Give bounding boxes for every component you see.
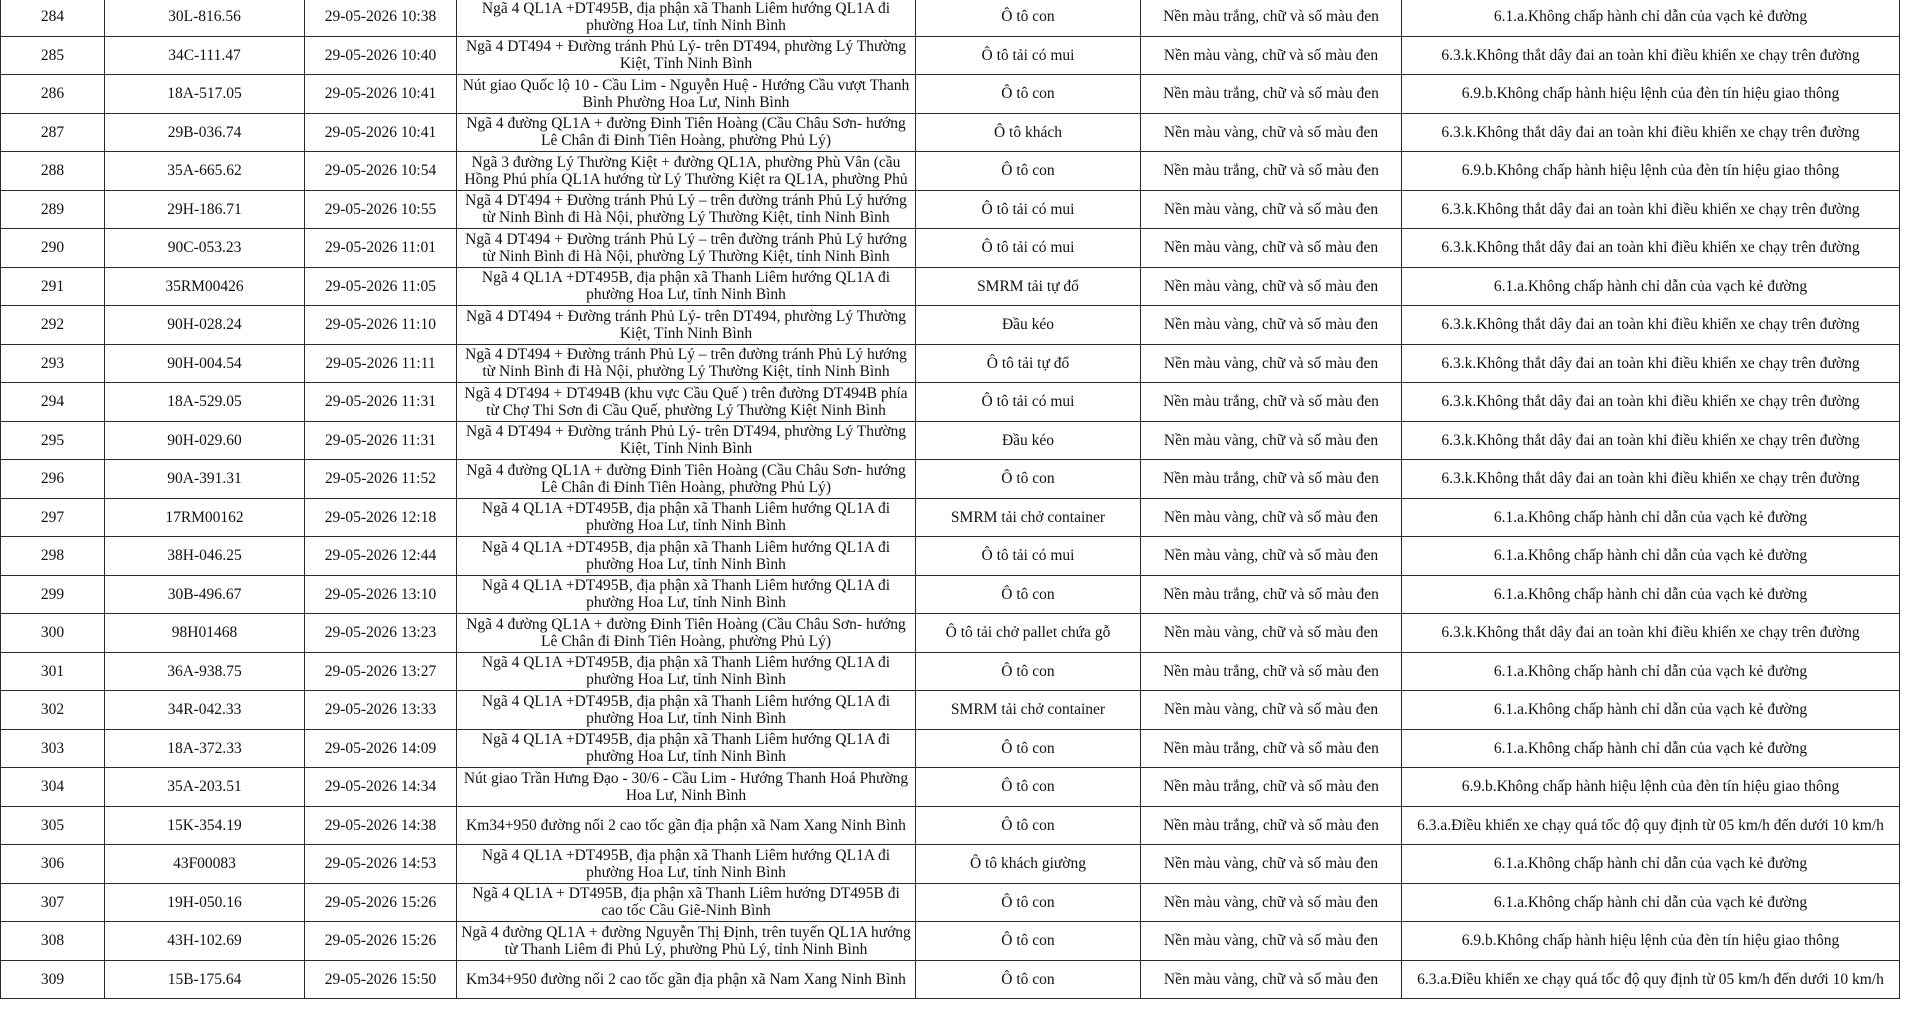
location-cell (457, 768, 916, 807)
table-row (1, 36, 1900, 75)
location-text: Ngã 4 DT494 + Đường tránh Phủ Lý – trên đường tránh Phủ Lý hướng từ Ninh Bình đi Hà Nội, phường Lý Thường Kiệt, tỉnh Ninh Bình (465, 346, 907, 381)
violation-time-cell: 29-05-2026 11:11 (305, 344, 457, 383)
row-number-cell: 293 (1, 344, 105, 383)
violation-cell: 6.3.k.Không thắt dây đai an toàn khi điều khiển xe chạy trên đường (1402, 190, 1900, 229)
location-text: Ngã 4 DT494 + Đường tránh Phủ Lý – trên đường tránh Phủ Lý hướng từ Ninh Bình đi Hà Nội, phường Lý Thường Kiệt, tỉnh Ninh Bình (465, 192, 907, 227)
row-number-cell: 296 (1, 460, 105, 499)
plate-number-cell: 90H-004.54 (105, 344, 305, 383)
row-number-cell: 288 (1, 152, 105, 191)
violation-time-cell: 29-05-2026 11:31 (305, 383, 457, 422)
plate-number-cell: 90H-028.24 (105, 306, 305, 345)
violation-time-cell: 29-05-2026 10:40 (305, 36, 457, 75)
plate-number-cell: 90A-391.31 (105, 460, 305, 499)
violation-cell: 6.3.k.Không thắt dây đai an toàn khi điều khiển xe chạy trên đường (1402, 344, 1900, 383)
vehicle-type-cell: Ô tô khách giường (916, 845, 1141, 884)
violation-cell: 6.3.k.Không thắt dây đai an toàn khi điều khiển xe chạy trên đường (1402, 36, 1900, 75)
plate-number-cell: 90C-053.23 (105, 229, 305, 268)
location-text: Ngã 4 QL1A + DT495B, địa phận xã Thanh Liêm hướng DT495B đi cao tốc Cầu Giẽ-Ninh Bình (472, 885, 900, 920)
location-cell (457, 267, 916, 306)
location-text: Ngã 4 QL1A +DT495B, địa phận xã Thanh Liêm hướng QL1A đi phường Hoa Lư, tỉnh Ninh Bình (481, 846, 891, 881)
location-cell (457, 190, 916, 229)
plate-number-cell: 15B-175.64 (105, 960, 305, 999)
plate-color-cell: Nền màu trắng, chữ và số màu đen (1141, 652, 1402, 691)
plate-number-cell: 30L-816.56 (105, 0, 305, 36)
table-row (1, 113, 1900, 152)
row-number-cell: 297 (1, 498, 105, 537)
plate-color-cell: Nền màu vàng, chữ và số màu đen (1141, 845, 1402, 884)
vehicle-type-cell: Ô tô con (916, 652, 1141, 691)
vehicle-type-cell: SMRM tải tự đổ (916, 267, 1141, 306)
location-cell (457, 460, 916, 499)
plate-number-cell: 29H-186.71 (105, 190, 305, 229)
violation-cell: 6.3.k.Không thắt dây đai an toàn khi điều khiển xe chạy trên đường (1402, 306, 1900, 345)
table-row (1, 267, 1900, 306)
vehicle-type-cell: Ô tô tải có mui (916, 36, 1141, 75)
violation-cell: 6.3.k.Không thắt dây đai an toàn khi điều khiển xe chạy trên đường (1402, 614, 1900, 653)
table-row (1, 498, 1900, 537)
table-row (1, 152, 1900, 191)
plate-color-cell: Nền màu vàng, chữ và số màu đen (1141, 922, 1402, 961)
table-row (1, 537, 1900, 576)
violation-time-cell: 29-05-2026 14:53 (305, 845, 457, 884)
violation-cell: 6.1.a.Không chấp hành chỉ dẫn của vạch kẻ đường (1402, 0, 1900, 36)
location-text: Nút giao Trần Hưng Đạo - 30/6 - Cầu Lim - Hướng Thanh Hoá Phường Hoa Lư, Ninh Bình (463, 769, 909, 804)
plate-number-cell: 34C-111.47 (105, 36, 305, 75)
violation-time-cell: 29-05-2026 13:33 (305, 691, 457, 730)
vehicle-type-cell: Ô tô tải có mui (916, 383, 1141, 422)
vehicle-type-cell: Ô tô tải có mui (916, 537, 1141, 576)
violation-time-cell: 29-05-2026 10:41 (305, 75, 457, 114)
vehicle-type-cell: Ô tô tải có mui (916, 190, 1141, 229)
location-cell (457, 883, 916, 922)
vehicle-type-cell: Ô tô con (916, 960, 1141, 999)
vehicle-type-cell: Ô tô con (916, 883, 1141, 922)
vehicle-type-cell: Ô tô con (916, 575, 1141, 614)
violation-time-cell: 29-05-2026 10:41 (305, 113, 457, 152)
location-cell (457, 306, 916, 345)
plate-color-cell: Nền màu vàng, chữ và số màu đen (1141, 614, 1402, 653)
table-row (1, 806, 1900, 845)
violation-time-cell: 29-05-2026 11:52 (305, 460, 457, 499)
row-number-cell: 306 (1, 845, 105, 884)
plate-number-cell: 43H-102.69 (105, 922, 305, 961)
table-row (1, 691, 1900, 730)
violation-time-cell: 29-05-2026 13:23 (305, 614, 457, 653)
location-text: Ngã 4 QL1A +DT495B, địa phận xã Thanh Liêm hướng QL1A đi phường Hoa Lư, tỉnh Ninh Bình (481, 577, 891, 612)
location-text: Ngã 4 DT494 + Đường tránh Phủ Lý- trên DT494, phường Lý Thường Kiệt, Tỉnh Ninh Bình (465, 307, 907, 342)
plate-number-cell: 18A-517.05 (105, 75, 305, 114)
table-row (1, 575, 1900, 614)
vehicle-type-cell: Đầu kéo (916, 421, 1141, 460)
row-number-cell: 298 (1, 537, 105, 576)
table-row (1, 845, 1900, 884)
violation-cell: 6.1.a.Không chấp hành chỉ dẫn của vạch kẻ đường (1402, 537, 1900, 576)
location-text: Ngã 4 đường QL1A + đường Đinh Tiên Hoàng (Cầu Châu Sơn- hướng Lê Chân đi Đinh Tiên Hoàng, phường Phủ Lý) (466, 461, 906, 496)
location-cell (457, 421, 916, 460)
table-row (1, 229, 1900, 268)
plate-number-cell: 30B-496.67 (105, 575, 305, 614)
plate-color-cell: Nền màu vàng, chữ và số màu đen (1141, 691, 1402, 730)
violation-time-cell: 29-05-2026 10:54 (305, 152, 457, 191)
row-number-cell: 290 (1, 229, 105, 268)
location-text: Ngã 4 DT494 + DT494B (khu vực Cầu Quế ) trên đường DT494B phía từ Chợ Thi Sơn đi Cầu Quế, phường Lý Thường Kiệt Ninh Bình (464, 384, 908, 419)
plate-color-cell: Nền màu vàng, chữ và số màu đen (1141, 190, 1402, 229)
table-row (1, 729, 1900, 768)
plate-color-cell: Nền màu trắng, chữ và số màu đen (1141, 806, 1402, 845)
plate-number-cell: 19H-050.16 (105, 883, 305, 922)
vehicle-type-cell: Ô tô con (916, 0, 1141, 36)
location-cell (457, 922, 916, 961)
location-cell (457, 113, 916, 152)
violation-cell: 6.9.b.Không chấp hành hiệu lệnh của đèn tín hiệu giao thông (1402, 75, 1900, 114)
violation-cell: 6.1.a.Không chấp hành chỉ dẫn của vạch kẻ đường (1402, 729, 1900, 768)
location-cell (457, 537, 916, 576)
violation-cell: 6.1.a.Không chấp hành chỉ dẫn của vạch kẻ đường (1402, 883, 1900, 922)
violation-time-cell: 29-05-2026 15:26 (305, 922, 457, 961)
plate-color-cell: Nền màu trắng, chữ và số màu đen (1141, 75, 1402, 114)
location-cell (457, 0, 916, 36)
vehicle-type-cell: Ô tô con (916, 460, 1141, 499)
plate-color-cell: Nền màu vàng, chữ và số màu đen (1141, 306, 1402, 345)
location-cell (457, 75, 916, 114)
row-number-cell: 302 (1, 691, 105, 730)
plate-number-cell: 17RM00162 (105, 498, 305, 537)
location-text: Ngã 4 QL1A +DT495B, địa phận xã Thanh Liêm hướng QL1A đi phường Hoa Lư, tỉnh Ninh Bình (481, 538, 891, 573)
plate-color-cell: Nền màu trắng, chữ và số màu đen (1141, 729, 1402, 768)
vehicle-type-cell: Ô tô con (916, 729, 1141, 768)
location-text: Ngã 4 QL1A +DT495B, địa phận xã Thanh Liêm hướng QL1A đi phường Hoa Lư, tỉnh Ninh Bình (481, 0, 891, 34)
violation-cell: 6.3.k.Không thắt dây đai an toàn khi điều khiển xe chạy trên đường (1402, 460, 1900, 499)
location-text: Ngã 4 DT494 + Đường tránh Phủ Lý- trên DT494, phường Lý Thường Kiệt, Tỉnh Ninh Bình (465, 423, 907, 458)
location-text: Ngã 4 DT494 + Đường tránh Phủ Lý – trên đường tránh Phủ Lý hướng từ Ninh Bình đi Hà Nội, phường Lý Thường Kiệt, tỉnh Ninh Bình (465, 230, 907, 265)
table-row (1, 960, 1900, 999)
location-text: Ngã 4 đường QL1A + đường Đinh Tiên Hoàng (Cầu Châu Sơn- hướng Lê Chân đi Đinh Tiên Hoàng, phường Phủ Lý) (466, 115, 906, 150)
location-text: Ngã 4 QL1A +DT495B, địa phận xã Thanh Liêm hướng QL1A đi phường Hoa Lư, tỉnh Ninh Bình (481, 692, 891, 727)
table-row (1, 768, 1900, 807)
location-text: Ngã 4 QL1A +DT495B, địa phận xã Thanh Liêm hướng QL1A đi phường Hoa Lư, tỉnh Ninh Bình (481, 654, 891, 689)
violation-time-cell: 29-05-2026 10:38 (305, 0, 457, 36)
row-number-cell: 287 (1, 113, 105, 152)
violation-cell: 6.1.a.Không chấp hành chỉ dẫn của vạch kẻ đường (1402, 498, 1900, 537)
plate-number-cell: 36A-938.75 (105, 652, 305, 691)
location-cell (457, 344, 916, 383)
violation-time-cell: 29-05-2026 12:44 (305, 537, 457, 576)
violation-time-cell: 29-05-2026 15:26 (305, 883, 457, 922)
location-text: Ngã 3 đường Lý Thường Kiệt + đường QL1A, phường Phù Vân (cầu Hồng Phú phía QL1A hướng từ Lý Thường Kiệt ra QL1A, phường Phủ (464, 153, 908, 188)
location-cell (457, 383, 916, 422)
violation-time-cell: 29-05-2026 11:05 (305, 267, 457, 306)
plate-color-cell: Nền màu vàng, chữ và số màu đen (1141, 113, 1402, 152)
violation-cell: 6.3.a.Điều khiển xe chạy quá tốc độ quy định từ 05 km/h đến dưới 10 km/h (1402, 806, 1900, 845)
row-number-cell: 309 (1, 960, 105, 999)
plate-color-cell: Nền màu vàng, chữ và số màu đen (1141, 267, 1402, 306)
row-number-cell: 291 (1, 267, 105, 306)
plate-number-cell: 35A-665.62 (105, 152, 305, 191)
violation-cell: 6.1.a.Không chấp hành chỉ dẫn của vạch kẻ đường (1402, 267, 1900, 306)
table-row (1, 883, 1900, 922)
table-row (1, 421, 1900, 460)
row-number-cell: 300 (1, 614, 105, 653)
table-row (1, 652, 1900, 691)
violation-cell: 6.3.k.Không thắt dây đai an toàn khi điều khiển xe chạy trên đường (1402, 113, 1900, 152)
plate-number-cell: 35A-203.51 (105, 768, 305, 807)
table-row (1, 75, 1900, 114)
violation-cell: 6.9.b.Không chấp hành hiệu lệnh của đèn tín hiệu giao thông (1402, 768, 1900, 807)
location-cell (457, 691, 916, 730)
location-cell (457, 36, 916, 75)
table-row (1, 460, 1900, 499)
plate-number-cell: 90H-029.60 (105, 421, 305, 460)
table-row (1, 922, 1900, 961)
row-number-cell: 307 (1, 883, 105, 922)
violation-cell: 6.1.a.Không chấp hành chỉ dẫn của vạch kẻ đường (1402, 845, 1900, 884)
plate-color-cell: Nền màu vàng, chữ và số màu đen (1141, 421, 1402, 460)
vehicle-type-cell: Ô tô con (916, 806, 1141, 845)
plate-number-cell: 34R-042.33 (105, 691, 305, 730)
location-text: Km34+950 đường nối 2 cao tốc gần địa phận xã Nam Xang Ninh Bình (466, 970, 906, 988)
row-number-cell: 285 (1, 36, 105, 75)
plate-number-cell: 43F00083 (105, 845, 305, 884)
vehicle-type-cell: Ô tô con (916, 152, 1141, 191)
violation-time-cell: 29-05-2026 11:01 (305, 229, 457, 268)
plate-color-cell: Nền màu trắng, chữ và số màu đen (1141, 152, 1402, 191)
location-cell (457, 960, 916, 999)
table-row (1, 383, 1900, 422)
plate-number-cell: 98H01468 (105, 614, 305, 653)
row-number-cell: 299 (1, 575, 105, 614)
location-cell (457, 229, 916, 268)
violation-time-cell: 29-05-2026 13:27 (305, 652, 457, 691)
plate-color-cell: Nền màu vàng, chữ và số màu đen (1141, 537, 1402, 576)
violation-time-cell: 29-05-2026 11:31 (305, 421, 457, 460)
location-cell (457, 614, 916, 653)
location-cell (457, 729, 916, 768)
plate-number-cell: 15K-354.19 (105, 806, 305, 845)
location-cell (457, 845, 916, 884)
location-text: Ngã 4 DT494 + Đường tránh Phủ Lý- trên DT494, phường Lý Thường Kiệt, Tỉnh Ninh Bình (465, 38, 907, 73)
location-text: Km34+950 đường nối 2 cao tốc gần địa phận xã Nam Xang Ninh Bình (466, 816, 906, 834)
row-number-cell: 305 (1, 806, 105, 845)
violation-cell: 6.9.b.Không chấp hành hiệu lệnh của đèn tín hiệu giao thông (1402, 152, 1900, 191)
violation-cell: 6.3.k.Không thắt dây đai an toàn khi điều khiển xe chạy trên đường (1402, 229, 1900, 268)
violation-time-cell: 29-05-2026 14:38 (305, 806, 457, 845)
row-number-cell: 301 (1, 652, 105, 691)
plate-color-cell: Nền màu vàng, chữ và số màu đen (1141, 883, 1402, 922)
violation-time-cell: 29-05-2026 10:55 (305, 190, 457, 229)
vehicle-type-cell: Ô tô khách (916, 113, 1141, 152)
plate-color-cell: Nền màu vàng, chữ và số màu đen (1141, 36, 1402, 75)
vehicle-type-cell: Ô tô tải có mui (916, 229, 1141, 268)
plate-number-cell: 29B-036.74 (105, 113, 305, 152)
violation-time-cell: 29-05-2026 15:50 (305, 960, 457, 999)
violation-cell: 6.1.a.Không chấp hành chỉ dẫn của vạch kẻ đường (1402, 691, 1900, 730)
violation-time-cell: 29-05-2026 11:10 (305, 306, 457, 345)
row-number-cell: 303 (1, 729, 105, 768)
table-row (1, 190, 1900, 229)
plate-color-cell: Nền màu trắng, chữ và số màu đen (1141, 383, 1402, 422)
row-number-cell: 286 (1, 75, 105, 114)
location-cell (457, 806, 916, 845)
plate-color-cell: Nền màu trắng, chữ và số màu đen (1141, 460, 1402, 499)
location-text: Ngã 4 đường QL1A + đường Đinh Tiên Hoàng (Cầu Châu Sơn- hướng Lê Chân đi Đinh Tiên Hoàng, phường Phủ Lý) (466, 615, 906, 650)
location-text: Ngã 4 QL1A +DT495B, địa phận xã Thanh Liêm hướng QL1A đi phường Hoa Lư, tỉnh Ninh Bình (481, 500, 891, 535)
location-cell (457, 498, 916, 537)
vehicle-type-cell: Ô tô con (916, 768, 1141, 807)
plate-color-cell: Nền màu trắng, chữ và số màu đen (1141, 768, 1402, 807)
violation-cell: 6.1.a.Không chấp hành chỉ dẫn của vạch kẻ đường (1402, 575, 1900, 614)
vehicle-type-cell: Đầu kéo (916, 306, 1141, 345)
row-number-cell: 294 (1, 383, 105, 422)
violation-time-cell: 29-05-2026 14:34 (305, 768, 457, 807)
violation-cell: 6.3.a.Điều khiển xe chạy quá tốc độ quy định từ 05 km/h đến dưới 10 km/h (1402, 960, 1900, 999)
plate-color-cell: Nền màu vàng, chữ và số màu đen (1141, 960, 1402, 999)
table-body (1, 0, 1900, 999)
plate-color-cell: Nền màu vàng, chữ và số màu đen (1141, 344, 1402, 383)
table-row (1, 0, 1900, 36)
vehicle-type-cell: Ô tô con (916, 922, 1141, 961)
table-row (1, 614, 1900, 653)
vehicle-type-cell: Ô tô tải tự đổ (916, 344, 1141, 383)
plate-number-cell: 35RM00426 (105, 267, 305, 306)
violation-time-cell: 29-05-2026 14:09 (305, 729, 457, 768)
plate-number-cell: 38H-046.25 (105, 537, 305, 576)
vehicle-type-cell: Ô tô con (916, 75, 1141, 114)
row-number-cell: 304 (1, 768, 105, 807)
location-text: Ngã 4 QL1A +DT495B, địa phận xã Thanh Liêm hướng QL1A đi phường Hoa Lư, tỉnh Ninh Bình (481, 269, 891, 304)
row-number-cell: 308 (1, 922, 105, 961)
row-number-cell: 284 (1, 0, 105, 36)
plate-number-cell: 18A-529.05 (105, 383, 305, 422)
plate-color-cell: Nền màu trắng, chữ và số màu đen (1141, 0, 1402, 36)
vehicle-type-cell: SMRM tải chở container (916, 498, 1141, 537)
plate-number-cell: 18A-372.33 (105, 729, 305, 768)
location-text: Ngã 4 đường QL1A + đường Nguyễn Thị Định, trên tuyến QL1A hướng từ Thanh Liêm đi Phủ Lý, phường Phủ Lý, tỉnh Ninh Bình (461, 923, 911, 958)
vehicle-type-cell: Ô tô tải chở pallet chứa gỗ (916, 614, 1141, 653)
violation-cell: 6.9.b.Không chấp hành hiệu lệnh của đèn tín hiệu giao thông (1402, 922, 1900, 961)
table-row (1, 344, 1900, 383)
table-row (1, 306, 1900, 345)
row-number-cell: 289 (1, 190, 105, 229)
plate-color-cell: Nền màu trắng, chữ và số màu đen (1141, 575, 1402, 614)
violation-time-cell: 29-05-2026 13:10 (305, 575, 457, 614)
violation-cell: 6.3.k.Không thắt dây đai an toàn khi điều khiển xe chạy trên đường (1402, 421, 1900, 460)
violation-cell: 6.3.k.Không thắt dây đai an toàn khi điều khiển xe chạy trên đường (1402, 383, 1900, 422)
row-number-cell: 292 (1, 306, 105, 345)
location-text: Nút giao Quốc lộ 10 - Cầu Lim - Nguyễn Huệ - Hướng Cầu vượt Thanh Bình Phường Hoa Lư, Ninh Bình (462, 76, 910, 111)
plate-color-cell: Nền màu vàng, chữ và số màu đen (1141, 498, 1402, 537)
row-number-cell: 295 (1, 421, 105, 460)
location-text: Ngã 4 QL1A +DT495B, địa phận xã Thanh Liêm hướng QL1A đi phường Hoa Lư, tỉnh Ninh Bình (481, 731, 891, 766)
location-cell (457, 575, 916, 614)
plate-color-cell: Nền màu vàng, chữ và số màu đen (1141, 229, 1402, 268)
violation-time-cell: 29-05-2026 12:18 (305, 498, 457, 537)
vehicle-type-cell: SMRM tải chở container (916, 691, 1141, 730)
location-cell (457, 152, 916, 191)
violation-cell: 6.1.a.Không chấp hành chỉ dẫn của vạch kẻ đường (1402, 652, 1900, 691)
location-cell (457, 652, 916, 691)
